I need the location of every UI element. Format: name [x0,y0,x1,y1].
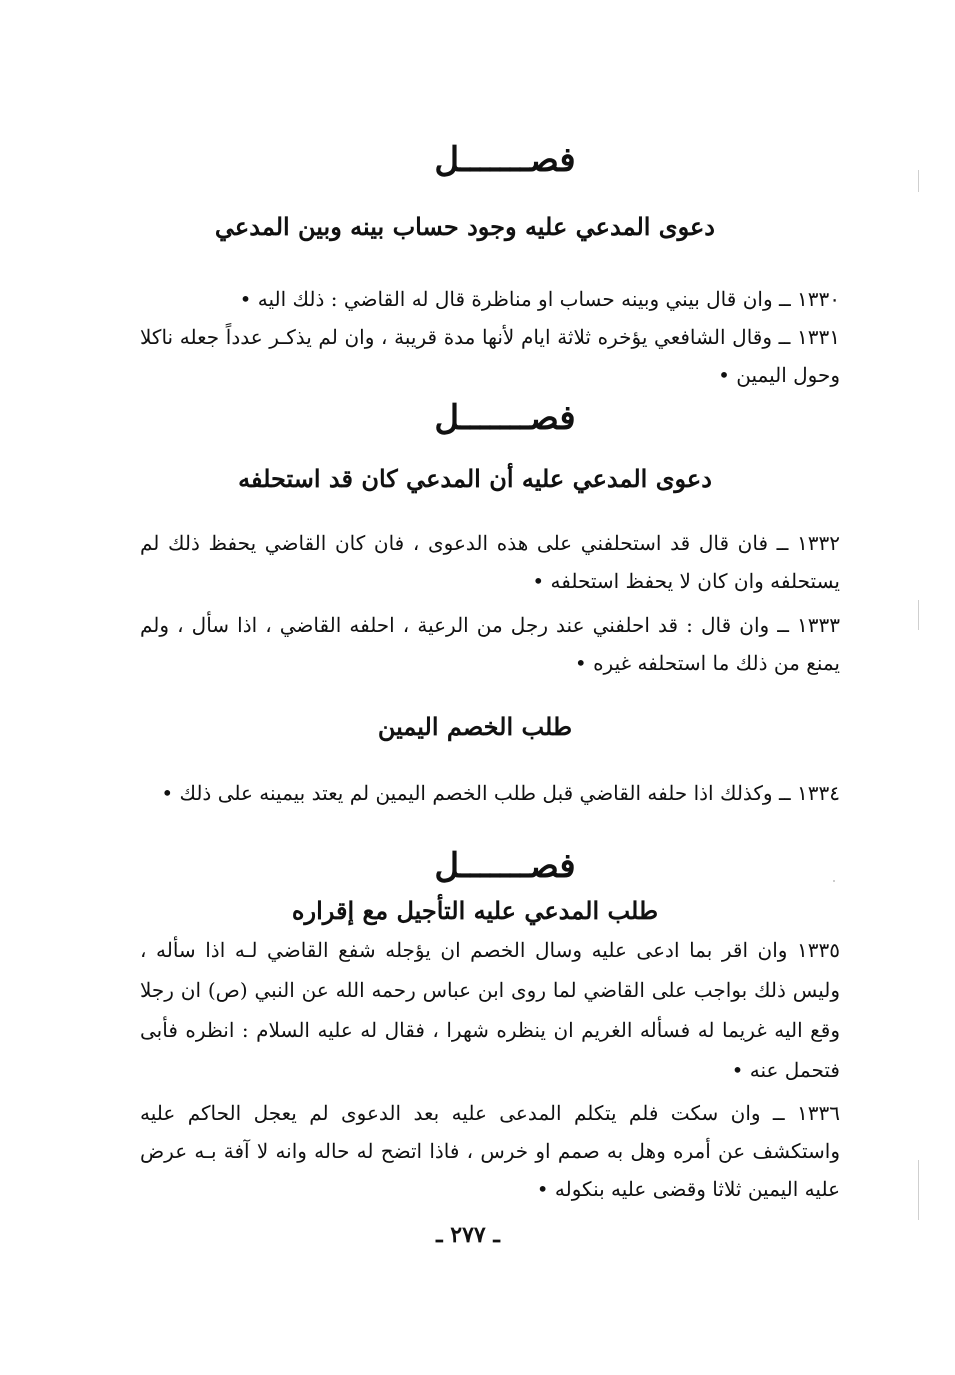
section-3-heading: طلب الخصم اليمين [377,712,573,741]
section-2-fasl-title: فصـــــــل [434,398,576,438]
paragraph-1333: ١٣٣٣ ــ وان قال : قد احلفني عند رجل من الرعية ، احلفه القاضي ، اذا سأل ، ولم يمنع من ذلك ما استحلفه غيره • [140,613,840,675]
section-1-heading: دعوى المدعي عليه وجود حساب بينه وبين المدعي [214,212,715,241]
scan-edge-mark [918,1160,919,1220]
section-4-heading: طلب المدعي عليه التأجيل مع إقراره [291,896,659,925]
scan-speck [833,880,835,882]
scan-edge-mark [918,600,919,630]
paragraph-1336: ١٣٣٦ ــ وان سكت فلم يتكلم المدعى عليه بعد الدعوى لم يعجل الحاكم عليه واستكشف عن أمره وهل به صمم او خرس ، فاذا اتضح له حاله وانه لا آفة بـه عرض عليه اليمين ثلاثا وقضى عليه بنكوله • [140,1101,840,1201]
paragraph-1330: ١٣٣٠ ــ وان قال بيني وبينه حساب او مناظرة قال له القاضي : ذلك اليه • [239,287,840,311]
paragraph-1335: ١٣٣٥ وان اقر بما ادعى عليه وسال الخصم ان يؤجله شفع القاضي لـه اذا سأله ، وليس ذلك بواجب على القاضي لما روى ابن عباس رحمه الله عن النبي (ص) ان رجلا وقع اليه غريما له فسأله الغريم ان ينظره شهرا ، فقال له عليه السلام : انظره فأبى فتحمل عنه • [140,938,840,1082]
scan-edge-mark [918,170,919,192]
section-2-heading: دعوى المدعي عليه أن المدعي كان قد استحلفه [238,464,712,493]
section-4-fasl-title: فصـــــــل [434,846,576,886]
section-1-fasl-title: فصـــــــل [434,140,576,180]
page-number: ـ ٢٧٧ ـ [436,1222,500,1248]
paragraph-1331: ١٣٣١ ــ وقال الشافعي يؤخره ثلاثة ايام لأنها مدة قريبة ، وان لم يذكـر عدداً جعله ناكلا وحول اليمين • [140,325,840,387]
paragraph-1332: ١٣٣٢ ــ فان قال قد استحلفني على هذه الدعوى ، فان كان القاضي يحفظ ذلك لم يستحلفه وان كان لا يحفظ استحلفه • [140,531,840,593]
paragraph-1334: ١٣٣٤ ــ وكذلك اذا حلفه القاضي قبل طلب الخصم اليمين لم يعتد بيمينه على ذلك • [161,781,840,805]
